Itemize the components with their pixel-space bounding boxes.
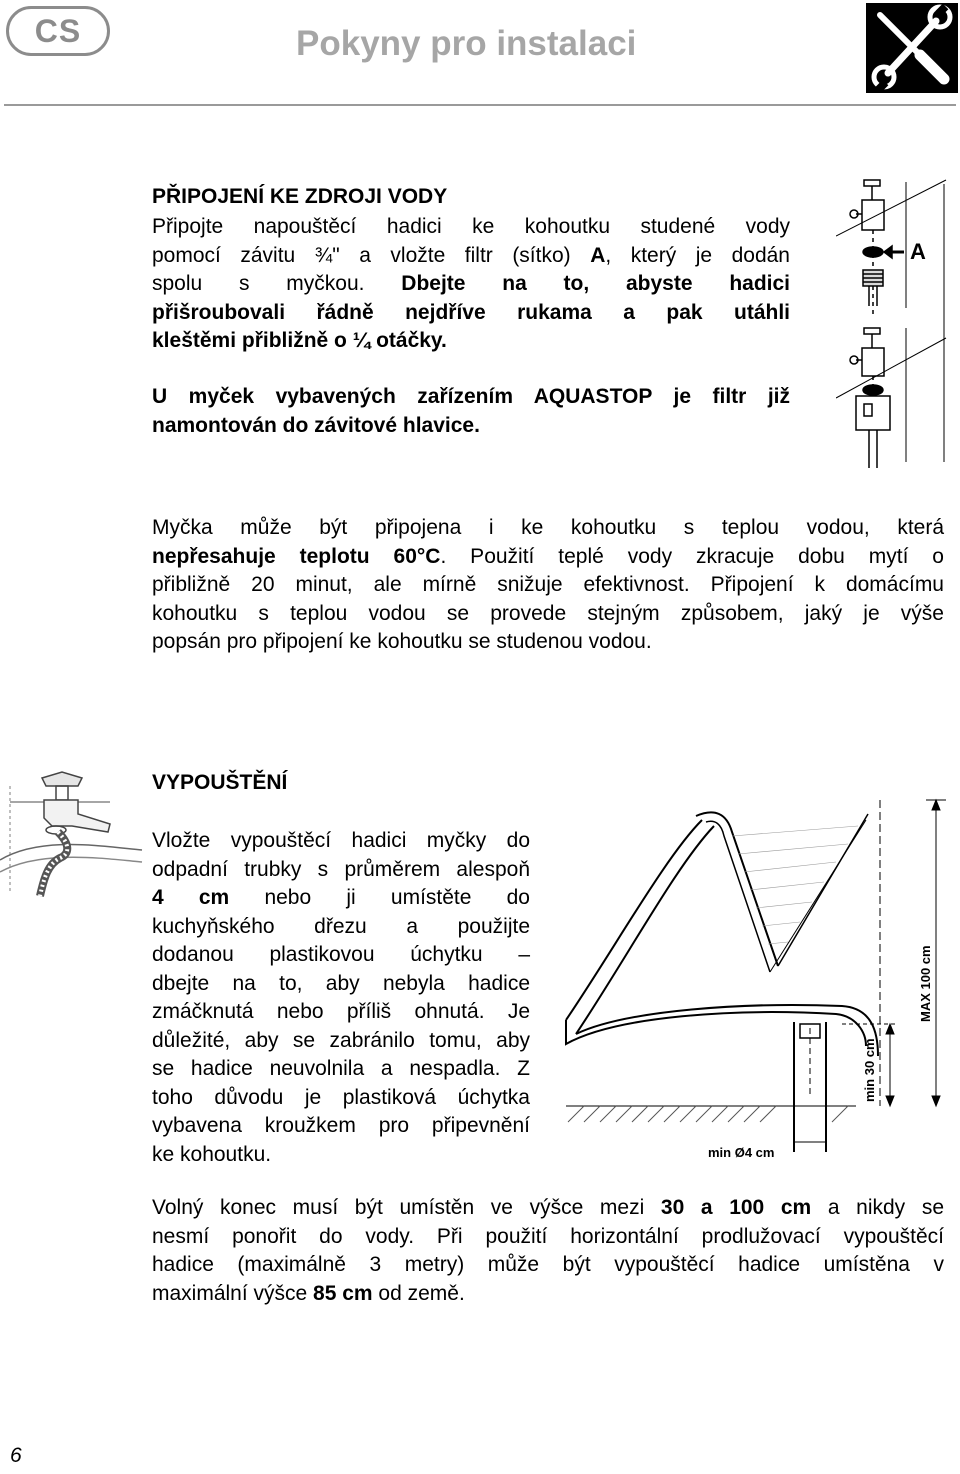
paragraph-line: namontován do závitové hlavice. <box>152 413 480 437</box>
paragraph-line: spolu s myčkou. Dbejte na to, abyste hadici <box>152 272 791 295</box>
water-supply-paragraph <box>152 213 790 356</box>
paragraph-line: dbejte na to, aby nebyla hadice <box>152 971 530 995</box>
paragraph-line: pomocí závitu ¾" a vložte filtr (sítko) A, který je dodán <box>152 243 790 267</box>
paragraph-line: zmáčknutá nebo příliš ohnutá. Je <box>152 1000 530 1023</box>
page-number: 6 <box>10 1444 22 1467</box>
drain-height-diagram <box>556 796 954 1168</box>
min-diameter-label: min Ø4 cm <box>708 1145 775 1160</box>
filter-label: A <box>590 243 606 267</box>
paragraph-line: vybavena kroužkem pro připevnění <box>152 1114 530 1137</box>
aquastop-note <box>152 383 790 440</box>
paragraph-line: přibližně 20 minut, ale mírně snižuje efektivnost. Připojení k domácímu <box>152 573 944 596</box>
paragraph-line: ke kohoutku. <box>152 1142 272 1166</box>
paragraph-line: 4 cm nebo ji umístěte do <box>152 886 530 909</box>
paragraph-line: kuchyňského dřezu a použijte <box>152 914 530 938</box>
paragraph-line: nepřesahuje teplotu 60°C. Použití teplé vody zkracuje dobu mytí o <box>152 544 944 568</box>
tools-icon <box>866 3 958 93</box>
free-end-paragraph <box>152 1194 944 1308</box>
language-badge: CS <box>6 6 110 56</box>
paragraph-line: Připojte napouštěcí hadici ke kohoutku studené vody <box>152 215 790 238</box>
drain-paragraph <box>152 827 530 1169</box>
filter-a-label: A <box>910 239 926 264</box>
tap-filter-diagram <box>836 178 956 470</box>
paragraph-line: kohoutku s teplou vodou se provede stejným způsobem, jaký je výše <box>152 601 944 625</box>
paragraph-line: dodanou plastikovou úchytku – <box>152 943 530 966</box>
paragraph-line: Vložte vypouštěcí hadici myčky do <box>152 829 530 852</box>
drain-heading: VYPOUŠTĚNÍ <box>152 771 288 794</box>
paragraph-line: odpadní trubky s průměrem alespoň <box>152 857 530 881</box>
paragraph-line: Volný konec musí být umístěn ve výšce mezi 30 a 100 cm a nikdy se <box>152 1196 944 1219</box>
paragraph-line: Myčka může být připojena i ke kohoutku s teplou vodou, která <box>152 516 944 539</box>
header-divider <box>4 104 956 106</box>
paragraph-line: maximální výšce 85 cm od země. <box>152 1281 465 1305</box>
paragraph-line: toho důvodu je plastiková úchytka <box>152 1085 530 1109</box>
page-title: Pokyny pro instalaci <box>296 24 637 63</box>
paragraph-line: se hadice neuvolnila a nespadla. Z <box>152 1057 530 1080</box>
paragraph-line: nesmí ponořit do vody. Při použití horizontální prodlužovací vypouštěcí <box>152 1224 944 1248</box>
paragraph-line: popsán pro připojení ke kohoutku se studenou vodou. <box>152 630 652 653</box>
min-height-label: min 30 cm <box>862 1038 877 1102</box>
faucet-illustration <box>0 766 146 902</box>
paragraph-line: hadice (maximálně 3 metry) může být vypouštěcí hadice umístěna v <box>152 1253 944 1276</box>
paragraph-line: přišroubovali řádně nejdříve rukama a pak utáhli <box>152 300 790 324</box>
paragraph-line: U myček vybavených zařízením AQUASTOP je filtr již <box>152 385 790 408</box>
water-supply-heading: PŘIPOJENÍ KE ZDROJI VODY <box>152 185 448 208</box>
hot-water-paragraph <box>152 514 944 657</box>
max-height-label: MAX 100 cm <box>918 945 933 1022</box>
paragraph-line: důležité, aby se zabránilo tomu, aby <box>152 1028 530 1052</box>
paragraph-line: kleštěmi přibližně o ¼ otáčky. <box>152 329 447 352</box>
